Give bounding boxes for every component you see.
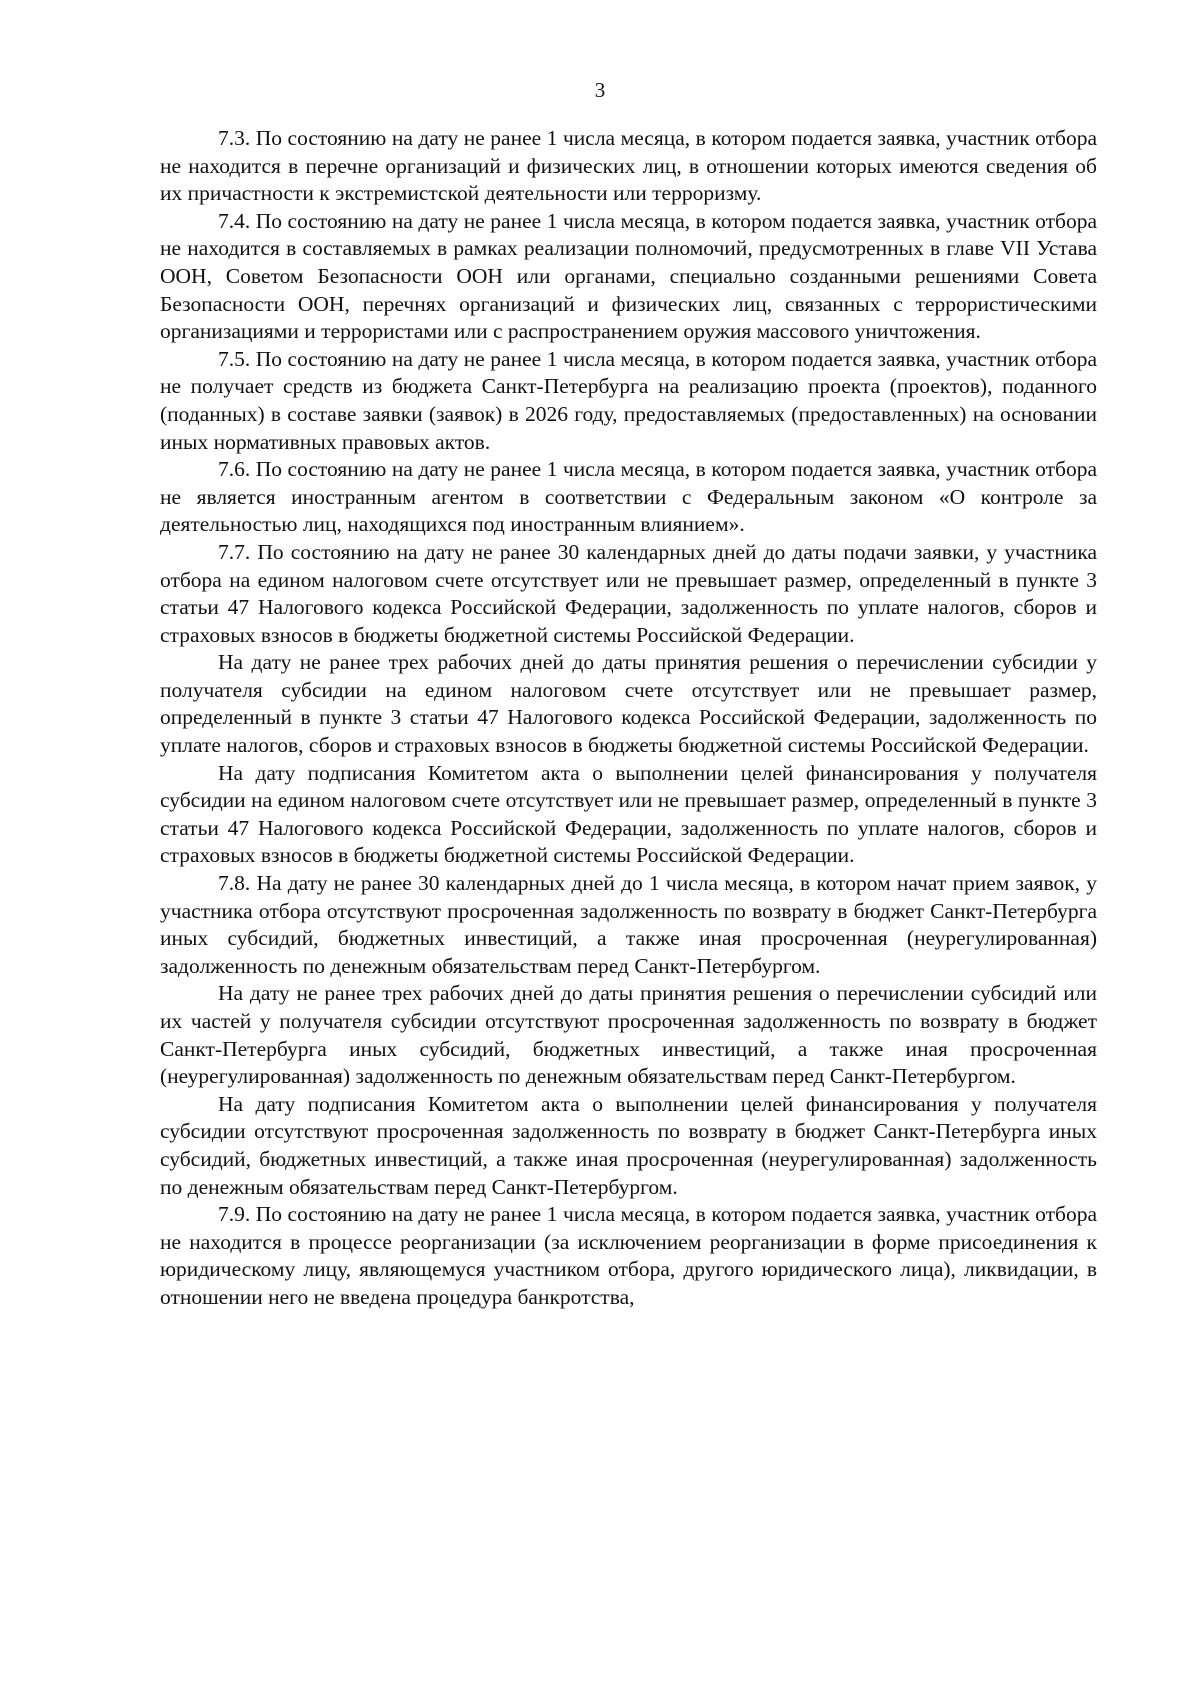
paragraph-7-4: 7.4. По состоянию на дату не ранее 1 числа месяца, в котором подается заявка, участник отбора не находится в составляемых в рамках реализации полномочий, предусмотренных в главе VII Устава ООН, Советом Безопасности ООН или органами, специально созданными решениями Совета Безопасности ООН, перечнях организаций и физических лиц, связанных с террористическими организациями и террористами или с распространением оружия массового уничтожения. (160, 208, 1097, 344)
paragraph-7-7: 7.7. По состоянию на дату не ранее 30 календарных дней до даты подачи заявки, у участника отбора на едином налоговом счете отсутствует или не превышает размер, определенный в пункте 3 статьи 47 Налогового кодекса Российской Федерации, задолженность по уплате налогов, сборов и страховых взносов в бюджеты бюджетной системы Российской Федерации. (160, 539, 1097, 647)
paragraph-7-8: 7.8. На дату не ранее 30 календарных дней до 1 числа месяца, в котором начат прием заявок, у участника отбора отсутствуют просроченная задолженность по возврату в бюджет Санкт-Петербурга иных субсидий, бюджетных инвестиций, а также иная просроченная (неурегулированная) задолженность по денежным обязательствам перед Санкт-Петербургом. (160, 871, 1097, 978)
paragraph-7-8-b: На дату не ранее трех рабочих дней до даты принятия решения о перечислении субсидий или их частей у получателя субсидии отсутствуют просроченная задолженность по возврату в бюджет Санкт-Петербурга иных субсидий, бюджетных инвестиций, а также иная просроченная (неурегулированная) задолженность по денежным обязательствам перед Санкт-Петербургом. (160, 981, 1097, 1089)
paragraph-7-7-b: На дату не ранее трех рабочих дней до даты принятия решения о перечислении субсидии у получателя субсидии на едином налоговом счете отсутствует или не превышает размер, определенный в пункте 3 статьи 47 Налогового кодекса Российской Федерации, задолженность по уплате налогов, сборов и страховых взносов в бюджеты бюджетной системы Российской Федерации. (160, 650, 1097, 758)
paragraph-7-8-c: На дату подписания Комитетом акта о выполнении целей финансирования у получателя субсидии отсутствуют просроченная задолженность по возврату в бюджет Санкт-Петербурга иных субсидий, бюджетных инвестиций, а также иная просроченная (неурегулированная) задолженность по денежным обязательствам перед Санкт-Петербургом. (160, 1091, 1097, 1199)
document-body (160, 125, 1097, 1312)
page-number: 3 (594, 78, 606, 102)
paragraph-7-7-c: На дату подписания Комитетом акта о выполнении целей финансирования у получателя субсидии на едином налоговом счете отсутствует или не превышает размер, определенный в пункте 3 статьи 47 Налогового кодекса Российской Федерации, задолженность по уплате налогов, сборов и страховых взносов в бюджеты бюджетной системы Российской Федерации. (160, 760, 1097, 868)
paragraph-7-9: 7.9. По состоянию на дату не ранее 1 числа месяца, в котором подается заявка, участник отбора не находится в процессе реорганизации (за исключением реорганизации в форме присоединения к юридическому лицу, являющемуся участником отбора, другого юридического лица), ликвидации, в отношении него не введена процедура банкротства, (160, 1202, 1097, 1309)
paragraph-7-3: 7.3. По состоянию на дату не ранее 1 числа месяца, в котором подается заявка, участник отбора не находится в перечне организаций и физических лиц, в отношении которых имеются сведения об их причастности к экстремистской деятельности или терроризму. (160, 126, 1097, 206)
paragraph-7-5: 7.5. По состоянию на дату не ранее 1 числа месяца, в котором подается заявка, участник отбора не получает средств из бюджета Санкт-Петербурга на реализацию проекта (проектов), поданного (поданных) в составе заявки (заявок) в 2026 году, предоставляемых (предоставленных) на основании иных нормативных правовых актов. (160, 346, 1097, 454)
paragraph-7-6: 7.6. По состоянию на дату не ранее 1 числа месяца, в котором подается заявка, участник отбора не является иностранным агентом в соответствии с Федеральным законом «О контроле за деятельностью лиц, находящихся под иностранным влиянием». (160, 457, 1097, 537)
